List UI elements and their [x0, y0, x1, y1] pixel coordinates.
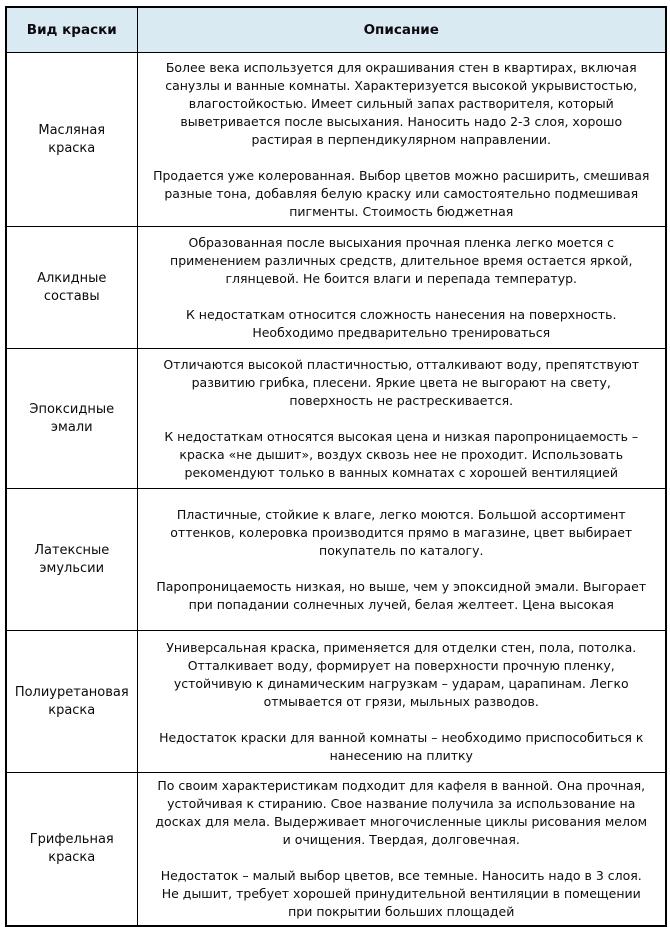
description-cell: [137, 349, 666, 489]
table-row-polyurethane-paint: [6, 631, 666, 773]
table-row-latex-emulsions: [6, 489, 666, 631]
description-paragraph: Отличаются высокой пластичностью, отталкивают воду, препятствуют развитию грибка, плесени. Яркие цвета не выгорают на свету, поверхность не растрескивается.: [163, 356, 640, 408]
paint-type-label: Масляная краска: [6, 53, 137, 227]
column-header-paint-type: Вид краски: [6, 7, 137, 53]
description-paragraph: Универсальная краска, применяется для отделки стен, пола, потолка. Отталкивает воду, формирует на поверхности прочную пленку, устойчивую к динамическим нагрузкам – ударам, царапинам. Легко отмывается от грязи, мыльных разводов.: [166, 639, 637, 709]
description-paragraph: Образованная после высыхания прочная пленка легко моется с применением различных средств, длительное время остается яркой, глянцевой. Не боится влаги и перепада температур.: [170, 234, 633, 286]
description-paragraph: К недостаткам относится сложность нанесения на поверхность. Необходимо предварительно тренироваться: [185, 306, 617, 340]
description-cell: [137, 227, 666, 349]
description-paragraph: По своим характеристикам подходит для кафеля в ванной. Она прочная, устойчивая к стиранию. Свое название получила за использование на досках для мела. Выдерживает многочисленные циклы рисования мелом и очищения. Твердая, долговечная.: [155, 778, 648, 847]
paint-type-label: Латексные эмульсии: [6, 489, 137, 631]
paint-type-label: Эпоксидные эмали: [6, 349, 137, 489]
description-paragraph: Недостаток краски для ванной комнаты – необходимо приспособиться к нанесению на плитку: [159, 729, 644, 763]
header-row: [6, 7, 666, 53]
description-cell: [137, 773, 666, 927]
description-cell: [137, 53, 666, 227]
table-row-alkyd-compounds: [6, 227, 666, 349]
description-paragraph: Пластичные, стойкие к влаге, легко моются. Большой ассортимент оттенков, колеровка производится прямо в магазине, цвет выбирает покупатель по каталогу.: [170, 506, 633, 558]
description-cell: [137, 489, 666, 631]
table-row-chalkboard-paint: [6, 773, 666, 927]
description-paragraph: Паропроницаемость низкая, но выше, чем у эпоксидной эмали. Выгорает при попадании солнечных лучей, белая желтеет. Цена высокая: [156, 578, 647, 612]
paint-type-label: Алкидные составы: [6, 227, 137, 349]
paint-type-label: Полиуретановая краска: [6, 631, 137, 773]
description-paragraph: К недостаткам относятся высокая цена и низкая паропроницаемость – краска «не дышит», воздух сквозь нее не проходит. Использовать рекомендуют только в ванных комнатах с хорошей вентиляцией: [164, 428, 639, 480]
table-row-oil-paint: [6, 53, 666, 227]
description-paragraph: Недостаток – малый выбор цветов, все темные. Наносить надо в 3 слоя. Не дышит, требует хорошей принудительной вентиляции в помещении при покрытии больших площадей: [160, 868, 642, 919]
column-header-description: Описание: [137, 7, 666, 53]
description-paragraph: Продается уже колерованная. Выбор цветов можно расширить, смешивая разные тона, добавляя белую краску или самостоятельно подмешивая пигменты. Стоимость бюджетная: [153, 167, 650, 219]
description-paragraph: Более века используется для окрашивания стен в квартирах, включая санузлы и ванные комнаты. Характеризуется высокой укрывистостью, влагостойкостью. Имеет сильный запах растворителя, который выветривается после высыхания. Наносить надо 2-3 слоя, хорошо растирая в перпендикулярном направлении.: [165, 59, 638, 147]
table-row-epoxy-enamels: [6, 349, 666, 489]
paint-type-label: Грифельная краска: [6, 773, 137, 927]
paint-types-table: [5, 6, 667, 927]
description-cell: [137, 631, 666, 773]
